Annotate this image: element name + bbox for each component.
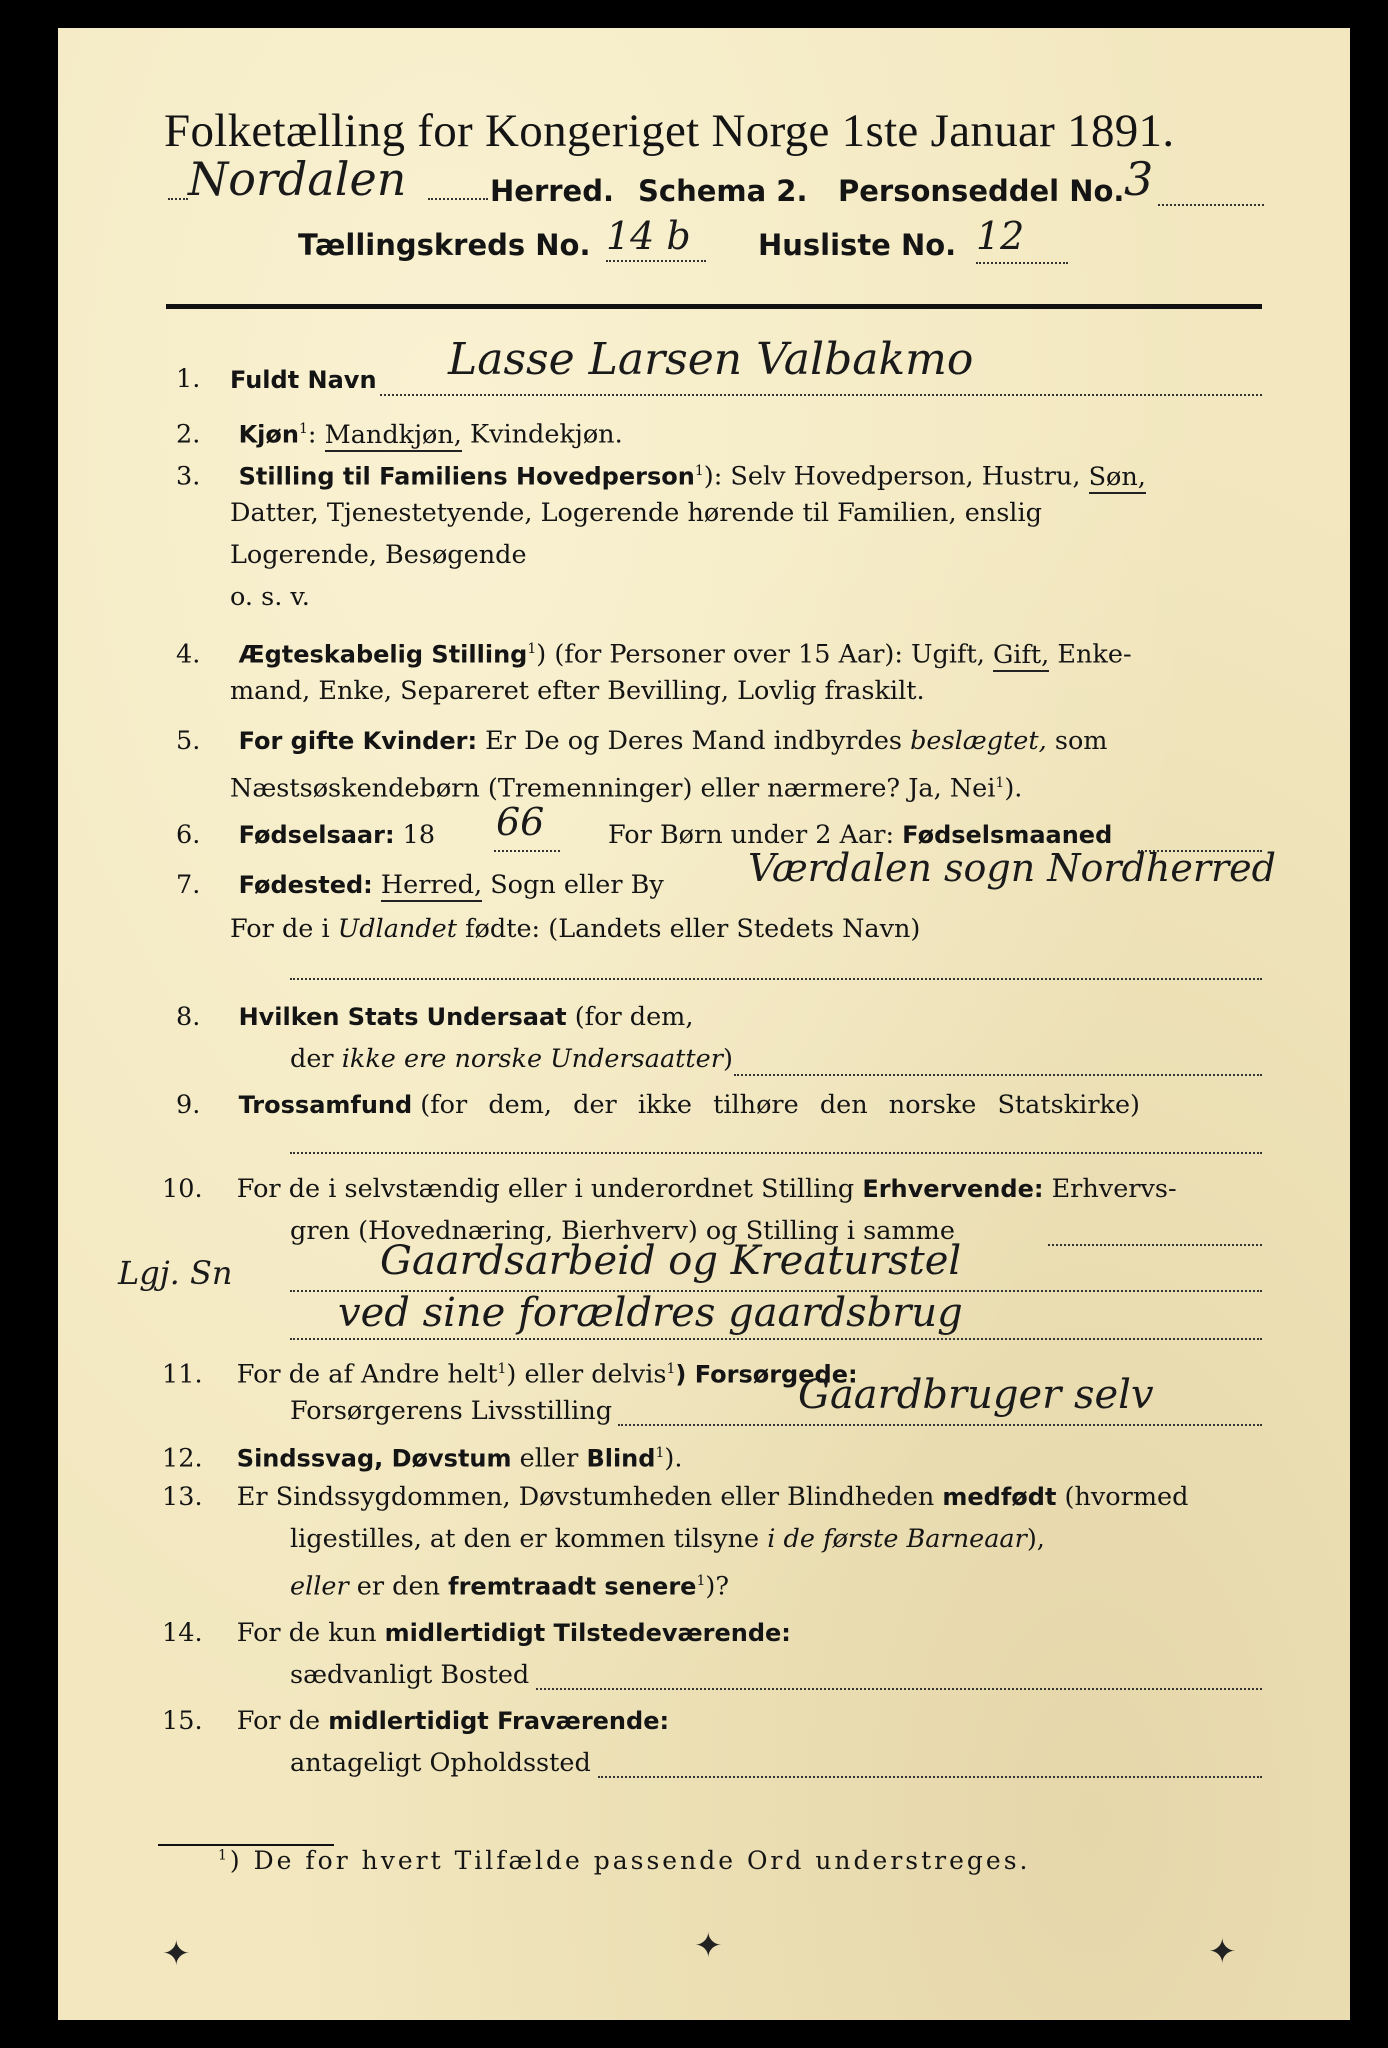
item-2-label: Kjøn — [238, 420, 299, 449]
personseddel-label: Personseddel No. — [838, 174, 1125, 208]
item-11-label: ) Forsørgede: — [675, 1360, 858, 1389]
footnote: $^1$) De for hvert Tilfælde passende Ord understreges. — [218, 1846, 1031, 1875]
item-13: 13. Er Sindssygdommen, Døvstumheden eller Blindheden medfødt (hvormed — [162, 1482, 1189, 1512]
item-9-dots — [290, 1152, 1262, 1154]
item-1-number: 1. — [176, 364, 201, 394]
kreds-label: Tællingskreds No. — [298, 228, 591, 262]
item-14-line-2: sædvanligt Bosted — [290, 1660, 530, 1690]
item-8: 8. Hvilken Stats Undersaat (for dem, — [176, 1002, 694, 1032]
birthplace-value: Værdalen sogn Nordherred — [748, 846, 1276, 890]
item-3-label: Stilling til Familiens Hovedperson — [238, 462, 695, 491]
item-5-label: For gifte Kvinder: — [238, 727, 478, 755]
item-14: 14. For de kun midlertidigt Tilstedeværende: — [162, 1618, 791, 1648]
item-4: 4. Ægteskabelig Stilling$^1$) (for Personer over 15 Aar): Ugift, Gift, Enke- — [176, 639, 1132, 670]
item-8-line-2: der ikke ere norske Undersaatter) — [290, 1044, 733, 1074]
item-11-line-2: Forsørgerens Livsstilling — [290, 1396, 613, 1426]
item-6: 6. Fødselsaar: 18 — [176, 820, 436, 850]
option-son: Søn, — [1088, 461, 1146, 492]
census-form-sheet — [58, 28, 1350, 2020]
item-10-dots-1 — [1048, 1244, 1262, 1246]
occupation-value-2: ved sine forældres gaardsbrug — [338, 1290, 963, 1336]
provider-value: Gaardbruger selv — [798, 1372, 1154, 1418]
kreds-value: 14 b — [606, 214, 691, 258]
item-15-line-2: antageligt Opholdssted — [290, 1748, 591, 1778]
birth-year-dots — [494, 850, 560, 852]
item-14-label: midlertidigt Tilstedeværende: — [384, 1619, 791, 1647]
item-13-label: medfødt — [942, 1483, 1057, 1511]
husliste-dots — [976, 262, 1068, 264]
option-kvindekjon: Kvindekjøn. — [470, 419, 623, 450]
item-10-label: Erhvervende: — [862, 1175, 1044, 1203]
option-gift: Gift, — [992, 639, 1050, 670]
item-2: 2. Kjøn$^1$: Mandkjøn, Kvindekjøn. — [176, 419, 623, 450]
item-11: 11. For de af Andre helt$^1$) eller delvis$^1$) Forsørgede: — [162, 1359, 858, 1390]
item-7: 7. Fødested: Herred, Sogn eller By — [176, 870, 664, 900]
personseddel-value: 3 — [1124, 152, 1154, 206]
occupation-value-1: Gaardsarbeid og Kreaturstel — [380, 1238, 962, 1284]
full-name-value: Lasse Larsen Valbakmo — [448, 334, 974, 385]
margin-note: Lgj. Sn — [118, 1254, 233, 1292]
item-15-dots — [598, 1776, 1262, 1778]
item-15: 15. For de midlertidigt Fraværende: — [162, 1706, 670, 1736]
item-1-label: Fuldt Navn — [230, 366, 377, 394]
item-3-line-2: Datter, Tjenestetyende, Logerende hørende til Familien, enslig — [230, 498, 1042, 528]
item-9-label: Trossamfund — [238, 1091, 413, 1119]
item-11-dots — [618, 1424, 1262, 1426]
birth-year-value: 66 — [496, 800, 545, 844]
item-1-dots — [380, 394, 1262, 396]
item-8-dots — [734, 1074, 1262, 1076]
item-13-line-3: eller er den fremtraadt senere$^1$)? — [290, 1571, 729, 1602]
item-8-label: Hvilken Stats — [238, 1003, 419, 1031]
item-3-line-3: Logerende, Besøgende — [230, 540, 527, 570]
corner-mark-left-icon: ✦ — [162, 1934, 191, 1974]
herred-dots — [428, 198, 488, 200]
form-title: Folketælling for Kongeriget Norge 1ste Januar 1891. — [164, 105, 1175, 157]
corner-mark-center-icon: ✦ — [694, 1926, 723, 1966]
item-5-line-2: Næstsøskendebørn (Tremenninger) eller nærmere? Ja, Nei$^1$). — [230, 773, 1023, 804]
herred-dots-left — [168, 198, 188, 200]
personseddel-dots — [1158, 204, 1264, 206]
item-9: 9. Trossamfund (for dem, der ikke tilhøre den norske Statskirke) — [176, 1090, 1141, 1120]
herred-value: Nordalen — [188, 152, 407, 206]
item-13-line-2: ligestilles, at den er kommen tilsyne i de første Barneaar), — [290, 1524, 1045, 1554]
item-10-dots-3 — [290, 1338, 1262, 1340]
item-14-dots — [536, 1688, 1262, 1690]
kreds-dots — [606, 260, 706, 262]
schema-label: Schema 2. — [638, 174, 808, 208]
item-7-label: Fødested: — [238, 871, 373, 899]
corner-mark-right-icon: ✦ — [1208, 1932, 1237, 1972]
item-10: 10. For de i selvstændig eller i underordnet Stilling Erhvervende: Erhvervs- — [162, 1174, 1177, 1204]
item-7-line-2: For de i Udlandet fødte: (Landets eller Stedets Navn) — [230, 914, 921, 944]
item-15-label: midlertidigt Fraværende: — [328, 1707, 670, 1735]
item-6-text: For Børn under 2 Aar: Fødselsmaaned — [608, 820, 1113, 850]
husliste-value: 12 — [976, 214, 1025, 258]
item-12: 12. Sindssvag, Døvstum eller Blind$^1$). — [162, 1443, 683, 1474]
item-4-label: Ægteskabelig Stilling — [238, 640, 528, 669]
option-mandkjon: Mandkjøn, — [324, 419, 462, 450]
item-12-label: Sindssvag, Døvstum — [236, 1444, 512, 1473]
herred-label: Herred. — [490, 174, 614, 208]
item-5: 5. For gifte Kvinder: Er De og Deres Mand indbyrdes beslægtet, som — [176, 726, 1108, 756]
item-3-line-4: o. s. v. — [230, 582, 310, 612]
husliste-label: Husliste No. — [758, 228, 957, 262]
item-4-line-2: mand, Enke, Separeret efter Bevilling, Lovlig fraskilt. — [230, 676, 925, 706]
option-herred: Herred, — [380, 870, 483, 900]
item-3: 3. Stilling til Familiens Hovedperson$^1$): Selv Hovedperson, Hustru, Søn, — [176, 461, 1146, 492]
item-6-label: Fødselsaar: — [238, 821, 395, 849]
header-rule — [166, 304, 1262, 309]
item-7-dots — [290, 978, 1262, 980]
item-10-line-2: gren (Hovednæring, Bierhverv) og Stilling i samme — [290, 1216, 955, 1246]
